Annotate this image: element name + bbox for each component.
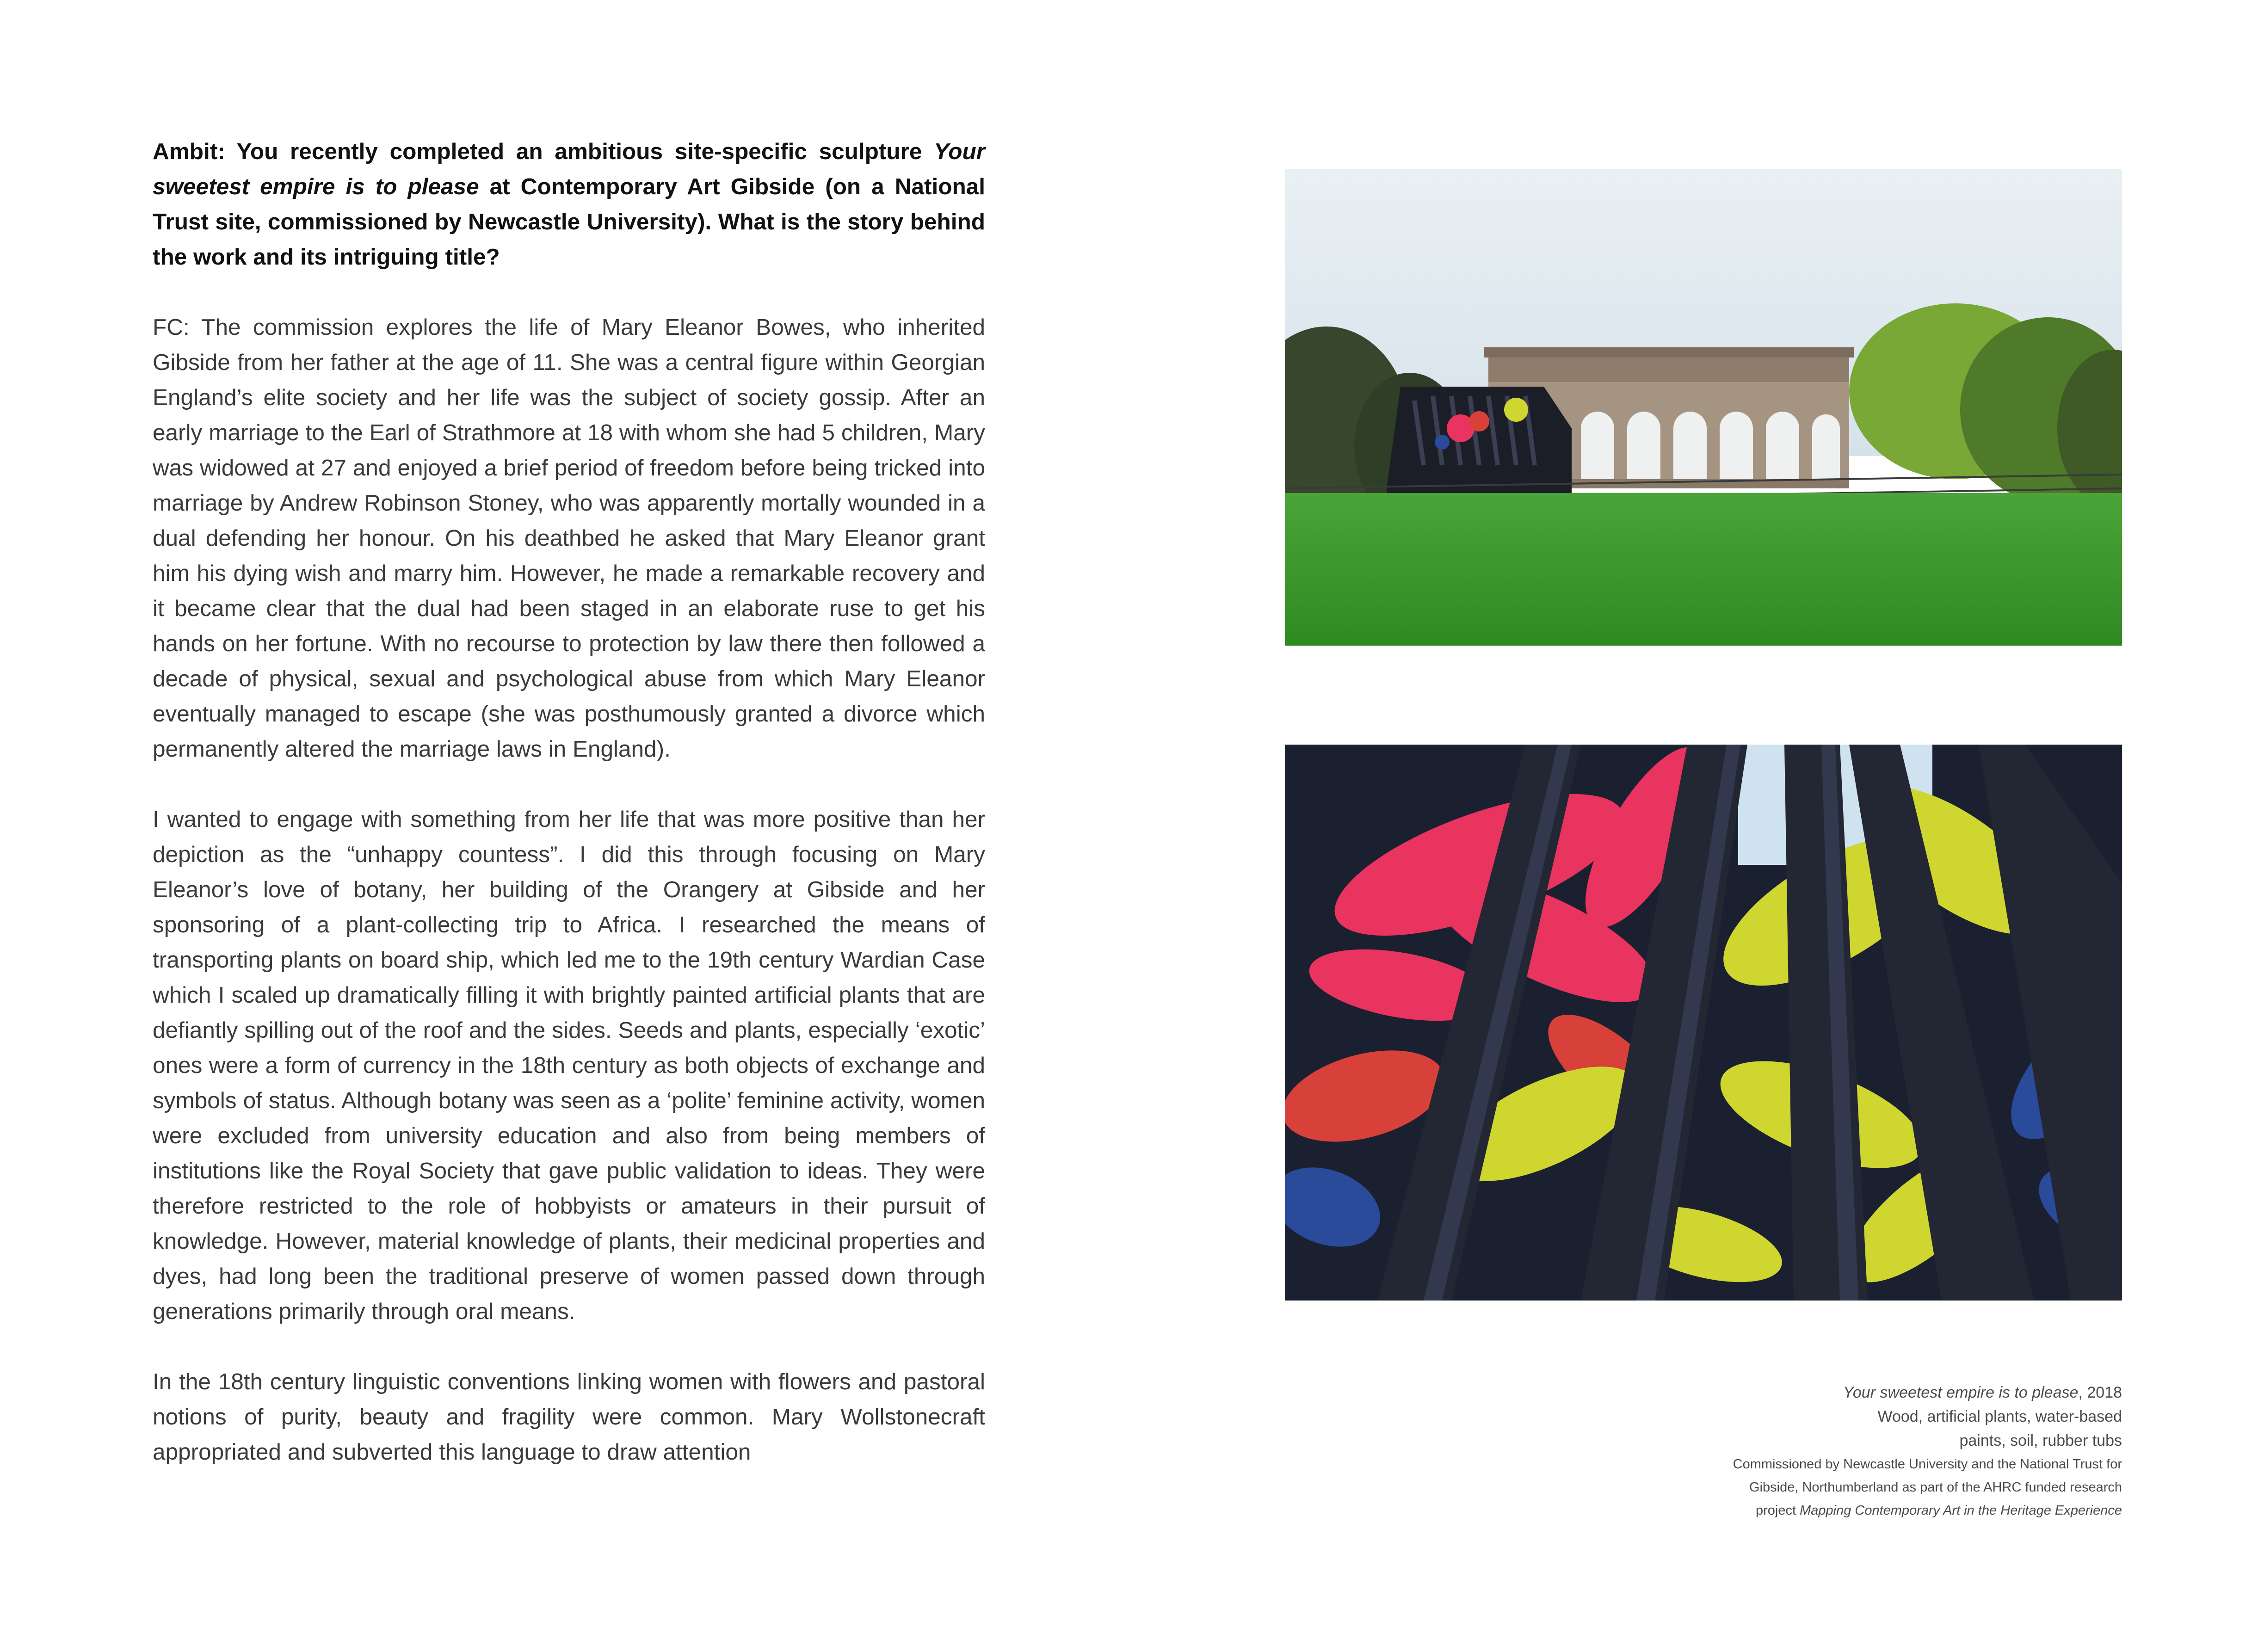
sculpture-case <box>1387 387 1572 507</box>
photo-caption <box>1613 1381 2122 1522</box>
question-rest: at Contemporary Art Gibside (on a National Trust site, commissioned by Newcastle University). What is the story behind the work and its intriguing title? <box>153 174 985 270</box>
lawn <box>1285 493 2122 646</box>
caption-credit-2: Gibside, Northumberland as part of the AHRC funded research <box>1749 1480 2122 1495</box>
caption-credit-3-lead: project <box>1755 1503 1800 1518</box>
caption-credit-1: Commissioned by Newcastle University and the National Trust for <box>1733 1457 2122 1472</box>
garden-scene <box>1285 169 2122 646</box>
caption-materials-1: Wood, artificial plants, water-based <box>1877 1408 2122 1425</box>
answer-paragraph-3: In the 18th century linguistic conventions linking women with flowers and pastoral notions of purity, beauty and fragility were common. Mary Wollstonecraft appropriated and subverted this language to draw attention <box>153 1369 985 1465</box>
artwork-title: Your sweetest empire is to please <box>153 139 985 199</box>
interview-question <box>153 134 985 275</box>
caption-materials-2: paints, soil, rubber tubs <box>1959 1432 2122 1449</box>
caption-year: , 2018 <box>2078 1384 2122 1401</box>
article-column <box>153 134 985 1505</box>
caption-credit-3 <box>1613 1499 2122 1522</box>
caption-project-title: Mapping Contemporary Art in the Heritage Experience <box>1800 1503 2122 1518</box>
question-lead: Ambit: You recently completed an ambitious site-specific sculpture <box>153 139 934 164</box>
caption-title-line <box>1613 1381 2122 1405</box>
answer-paragraph-1: FC: The commission explores the life of Mary Eleanor Bowes, who inherited Gibside from her father at the age of 11. She was a central figure within Georgian England’s elite society and her life was the subject of society gossip. After an early marriage to the Earl of Strathmore at 18 with whom she had 5 children, Mary was widowed at 27 and enjoyed a brief period of freedom before being tricked into marriage by Andrew Robinson Stoney, who was apparently mortally wounded in a dual defending her honour. On his deathbed he asked that Mary Eleanor grant him his dying wish and marry him. However, he made a remarkable recovery and it became clear that the dual had been staged in an elaborate ruse to get his hands on her fortune. With no recourse to protection by law there then followed a decade of physical, sexual and psychological abuse from which Mary Eleanor eventually managed to escape (she was posthumously granted a divorce which permanently altered the marriage laws in England). <box>153 314 985 762</box>
detail-scene <box>1285 745 2122 1301</box>
caption-title: Your sweetest empire is to please <box>1843 1384 2079 1401</box>
photo-sculpture-in-garden <box>1285 169 2122 646</box>
photo-sculpture-detail <box>1285 745 2122 1301</box>
answer-paragraph-2: I wanted to engage with something from her life that was more positive than her depiction as the “unhappy countess”. I did this through focusing on Mary Eleanor’s love of botany, her building of the Orangery at Gibside and her sponsoring of a plant-collecting trip to Africa. I researched the means of transporting plants on board ship, which led me to the 19th century Wardian Case which I scaled up dramatically filling it with brightly painted artificial plants that are defiantly spilling out of the roof and the sides. Seeds and plants, especially ‘exotic’ ones were a form of currency in the 18th century as both objects of exchange and symbols of status. Although botany was seen as a ‘polite’ feminine activity, women were excluded from university education and also from being members of institutions like the Royal Society that gave public validation to ideas. They were therefore restricted to the role of hobbyists or amateurs in their pursuit of knowledge. However, material knowledge of plants, their medicinal properties and dyes, had long been the traditional preserve of women passed down through generations primarily through oral means. <box>153 807 985 1324</box>
